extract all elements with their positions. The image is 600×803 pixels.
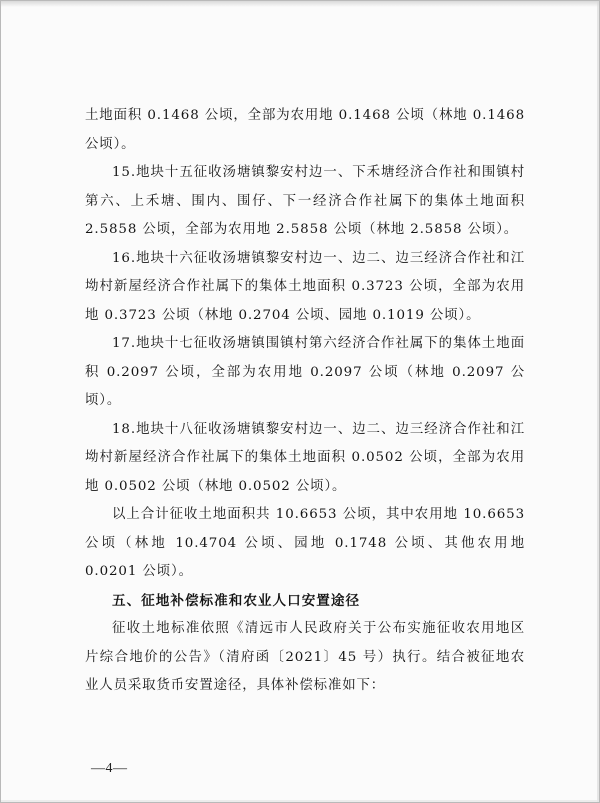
paragraph-compensation-standard: 征收土地标准依照《清远市人民政府关于公布实施征收农用地区片综合地价的公告》（清府函〔2021〕45 号）执行。结合被征地农业人员采取货币安置途径，具体补偿标准如下： xyxy=(85,621,525,693)
paragraph-plot-14-continuation: 土地面积 0.1468 公顷，全部为农用地 0.1468 公顷（林地 0.1468 公顷）。 xyxy=(85,108,525,152)
document-body xyxy=(85,102,525,701)
paragraph-plot-17: 17.地块十七征收汤塘镇围镇村第六经济合作社属下的集体土地面积 0.2097 公顷，全部为农用地 0.2097 公顷（林地 0.2097 公顷）。 xyxy=(85,336,525,408)
paragraph-plot-15: 15.地块十五征收汤塘镇黎安村边一、下禾塘经济合作社和围镇村第六、上禾塘、围内、围仔、下一经济合作社属下的集体土地面积 2.5858 公顷，全部为农用地 2.5858 公顷（林地 2.5858 公顷）。 xyxy=(85,165,525,237)
scan-edge-shadow xyxy=(1,1,599,7)
paragraph-plot-18: 18.地块十八征收汤塘镇黎安村边一、边二、边三经济合作社和江坳村新屋经济合作社属下的集体土地面积 0.0502 公顷，全部为农用地 0.0502 公顷（林地 0.0502 公顷）。 xyxy=(85,421,525,494)
section-heading: 五、征地补偿标准和农业人口安置途径 xyxy=(112,592,361,609)
paragraph-plot-16: 16.地块十六征收汤塘镇黎安村边一、边二、边三经济合作社和江坳村新屋经济合作社属下的集体土地面积 0.3723 公顷，全部为农用地 0.3723 公顷（林地 0.2704 公顷、园地 0.1019 公顷）。 xyxy=(85,250,525,323)
page-number: —4— xyxy=(91,761,128,776)
paragraph-total-area: 以上合计征收土地面积共 10.6653 公顷，其中农用地 10.6653 公顷（林地 10.4704 公顷、园地 0.1748 公顷、其他农用地 0.0201 公顷）。 xyxy=(85,507,525,579)
